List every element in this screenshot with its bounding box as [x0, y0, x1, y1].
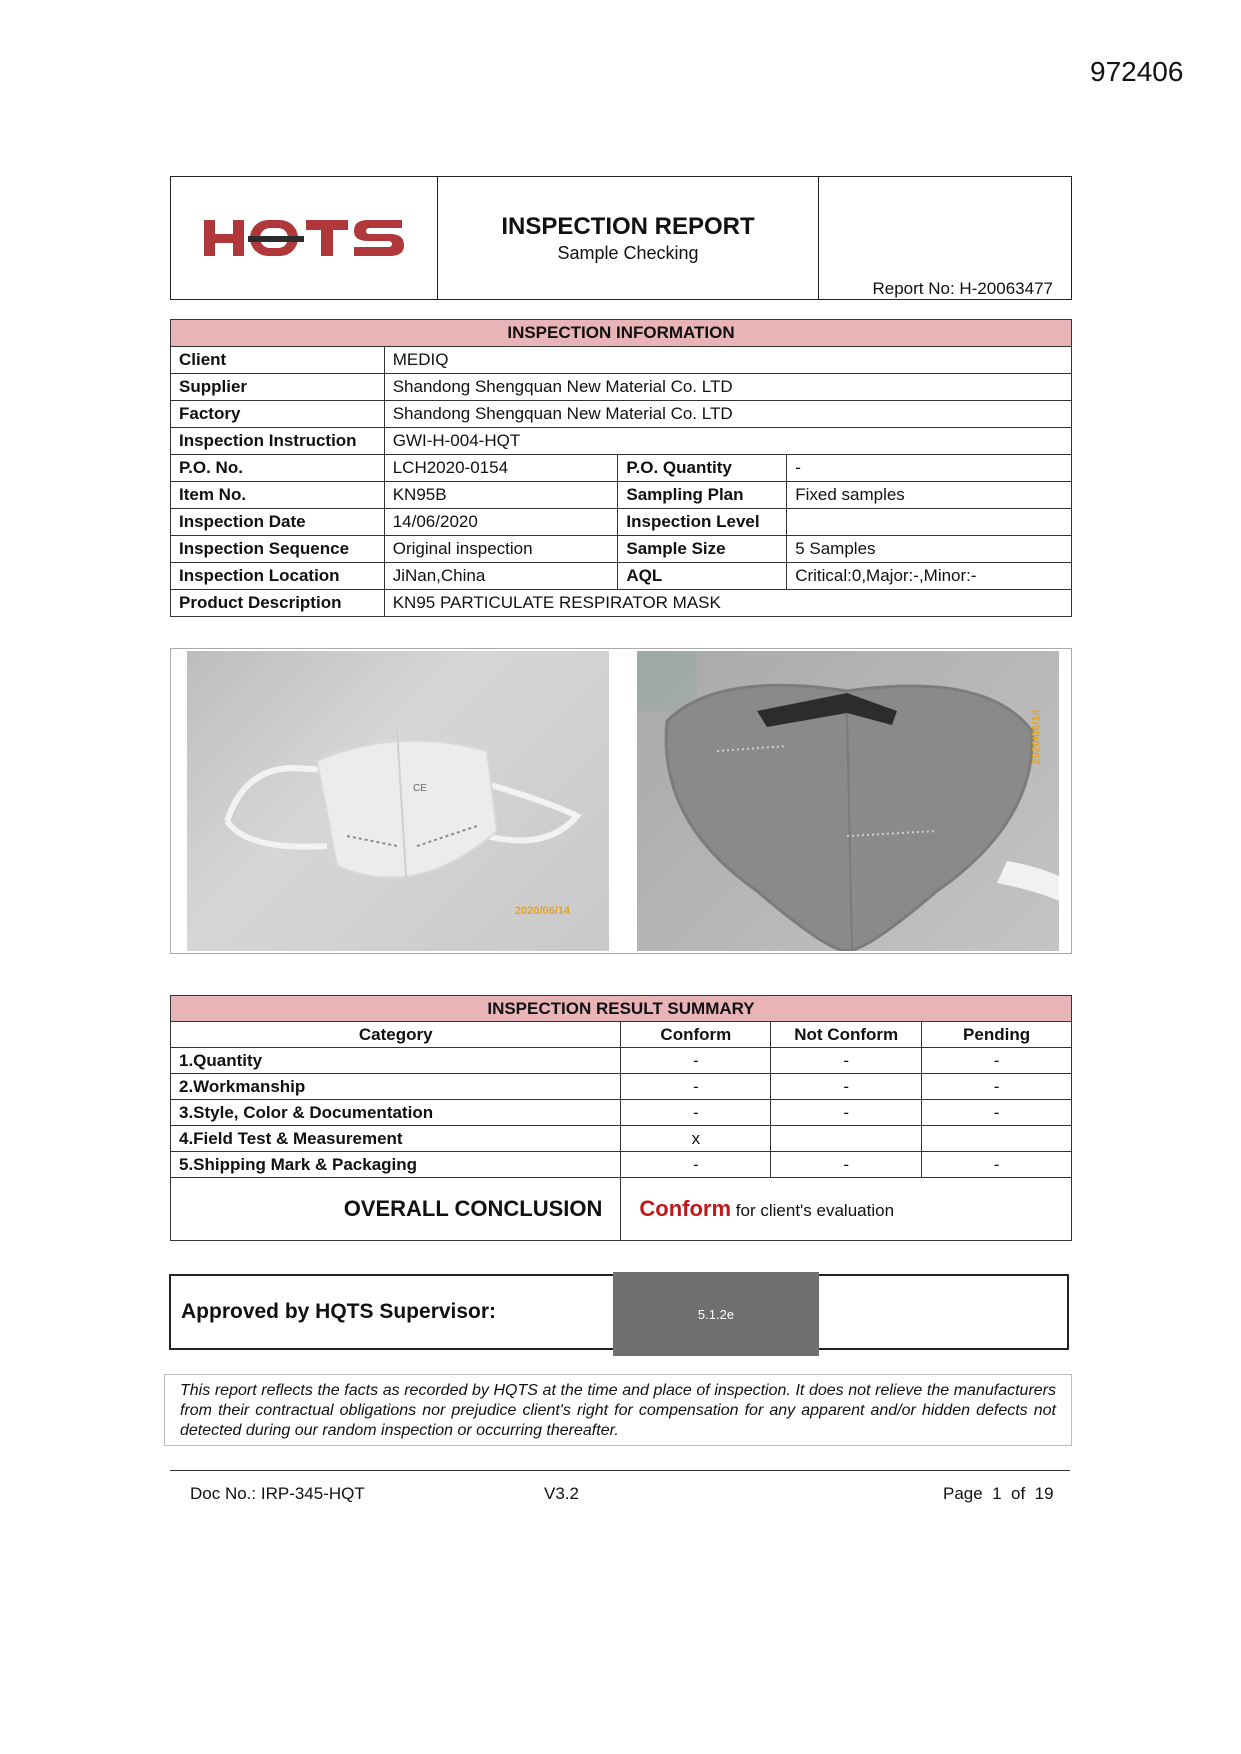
column-header-not-conform: Not Conform [771, 1022, 922, 1048]
table-row [171, 401, 1072, 428]
inspection-level-value [787, 509, 1072, 536]
sampling-plan-label: Sampling Plan [618, 482, 787, 509]
overall-conclusion-value [621, 1178, 1072, 1241]
column-header-pending: Pending [922, 1022, 1072, 1048]
pending-cell: - [922, 1074, 1072, 1100]
sample-size-value: 5 Samples [787, 536, 1072, 563]
overall-conclusion-result: Conform [639, 1196, 732, 1221]
hqts-logo [202, 214, 406, 262]
report-subtitle: Sample Checking [557, 243, 699, 263]
conform-cell: - [621, 1100, 771, 1126]
report-header [170, 176, 1072, 300]
po-quantity-value: - [787, 455, 1072, 482]
supplier-label: Supplier [171, 374, 385, 401]
client-label: Client [171, 347, 385, 374]
instruction-label: Inspection Instruction [171, 428, 385, 455]
report-number: Report No: H-20063477 [872, 279, 1053, 298]
table-row [171, 590, 1072, 617]
table-row [171, 1048, 1072, 1074]
report-title: INSPECTION REPORT [501, 213, 755, 240]
disclaimer: This report reflects the facts as recorded by HQTS at the time and place of inspection. It does not relieve the manufacturers from their contractual obligations nor prejudice client's right for compensation for any apparent and/or hidden defects not detected during our random inspection or occurring thereafter. [164, 1374, 1072, 1446]
overall-conclusion-row [171, 1178, 1072, 1241]
client-value: MEDIQ [384, 347, 1071, 374]
category-cell: 2.Workmanship [171, 1074, 621, 1100]
supplier-value: Shandong Shengquan New Material Co. LTD [384, 374, 1071, 401]
table-row [171, 428, 1072, 455]
inspection-level-label: Inspection Level [618, 509, 787, 536]
overall-conclusion-note: for client's evaluation [735, 1201, 895, 1220]
conform-cell: - [621, 1074, 771, 1100]
doc-number: Doc No.: IRP-345-HQT [190, 1484, 365, 1503]
report-number-cell [819, 177, 1071, 299]
approval-label: Approved by HQTS Supervisor: [181, 1300, 497, 1323]
mask-inside-illustration [637, 651, 1059, 951]
sampling-plan-value: Fixed samples [787, 482, 1072, 509]
product-description-label: Product Description [171, 590, 385, 617]
product-description-value: KN95 PARTICULATE RESPIRATOR MASK [384, 590, 1071, 617]
pending-cell [922, 1126, 1072, 1152]
factory-value: Shandong Shengquan New Material Co. LTD [384, 401, 1071, 428]
category-cell: 3.Style, Color & Documentation [171, 1100, 621, 1126]
column-header-category: Category [171, 1022, 621, 1048]
conform-cell: - [621, 1152, 771, 1178]
inspection-information-table [170, 319, 1072, 617]
sample-size-label: Sample Size [618, 536, 787, 563]
inspection-sequence-value: Original inspection [384, 536, 618, 563]
factory-label: Factory [171, 401, 385, 428]
redacted-signature: 5.1.2e [613, 1272, 819, 1356]
po-no-label: P.O. No. [171, 455, 385, 482]
inspection-information-banner: INSPECTION INFORMATION [171, 320, 1072, 347]
footer-divider [170, 1470, 1070, 1471]
sample-photos [170, 648, 1072, 954]
title-cell [438, 177, 819, 299]
table-row [171, 482, 1072, 509]
inspection-sequence-label: Inspection Sequence [171, 536, 385, 563]
table-row [171, 1074, 1072, 1100]
instruction-value: GWI-H-004-HQT [384, 428, 1071, 455]
pending-cell: - [922, 1152, 1072, 1178]
category-cell: 4.Field Test & Measurement [171, 1126, 621, 1152]
approval-box [169, 1274, 1069, 1350]
overall-conclusion-label: OVERALL CONCLUSION [171, 1178, 621, 1241]
table-row [171, 374, 1072, 401]
column-header-conform: Conform [621, 1022, 771, 1048]
sample-photo-front [187, 651, 609, 951]
pending-cell: - [922, 1048, 1072, 1074]
table-row [171, 455, 1072, 482]
page-number: 972406 [1090, 56, 1184, 87]
item-no-label: Item No. [171, 482, 385, 509]
inspection-location-label: Inspection Location [171, 563, 385, 590]
category-cell: 5.Shipping Mark & Packaging [171, 1152, 621, 1178]
table-row [171, 1152, 1072, 1178]
table-row [171, 1100, 1072, 1126]
doc-version: V3.2 [544, 1484, 579, 1503]
photo-date-stamp: 2020/06/14 [1030, 709, 1043, 765]
not-conform-cell: - [771, 1074, 922, 1100]
table-header-row [171, 1022, 1072, 1048]
conform-cell: - [621, 1048, 771, 1074]
po-quantity-label: P.O. Quantity [618, 455, 787, 482]
photo-date-stamp: 2020/06/14 [515, 905, 571, 917]
po-no-value: LCH2020-0154 [384, 455, 618, 482]
table-row [171, 563, 1072, 590]
svg-text:CE: CE [413, 783, 427, 794]
aql-value: Critical:0,Major:-,Minor:- [787, 563, 1072, 590]
not-conform-cell: - [771, 1100, 922, 1126]
pending-cell: - [922, 1100, 1072, 1126]
inspection-result-summary-table [170, 995, 1072, 1241]
conform-cell: x [621, 1126, 771, 1152]
table-row [171, 536, 1072, 563]
inspection-date-value: 14/06/2020 [384, 509, 618, 536]
sample-photo-inside [637, 651, 1059, 951]
table-row [171, 347, 1072, 374]
category-cell: 1.Quantity [171, 1048, 621, 1074]
not-conform-cell: - [771, 1048, 922, 1074]
aql-label: AQL [618, 563, 787, 590]
inspection-date-label: Inspection Date [171, 509, 385, 536]
not-conform-cell [771, 1126, 922, 1152]
inspection-location-value: JiNan,China [384, 563, 618, 590]
logo-cell [171, 177, 438, 299]
inspection-result-summary-banner: INSPECTION RESULT SUMMARY [171, 996, 1072, 1022]
page-indicator: Page 1 of 19 [943, 1484, 1054, 1503]
not-conform-cell: - [771, 1152, 922, 1178]
item-no-value: KN95B [384, 482, 618, 509]
table-row [171, 1126, 1072, 1152]
table-row [171, 509, 1072, 536]
